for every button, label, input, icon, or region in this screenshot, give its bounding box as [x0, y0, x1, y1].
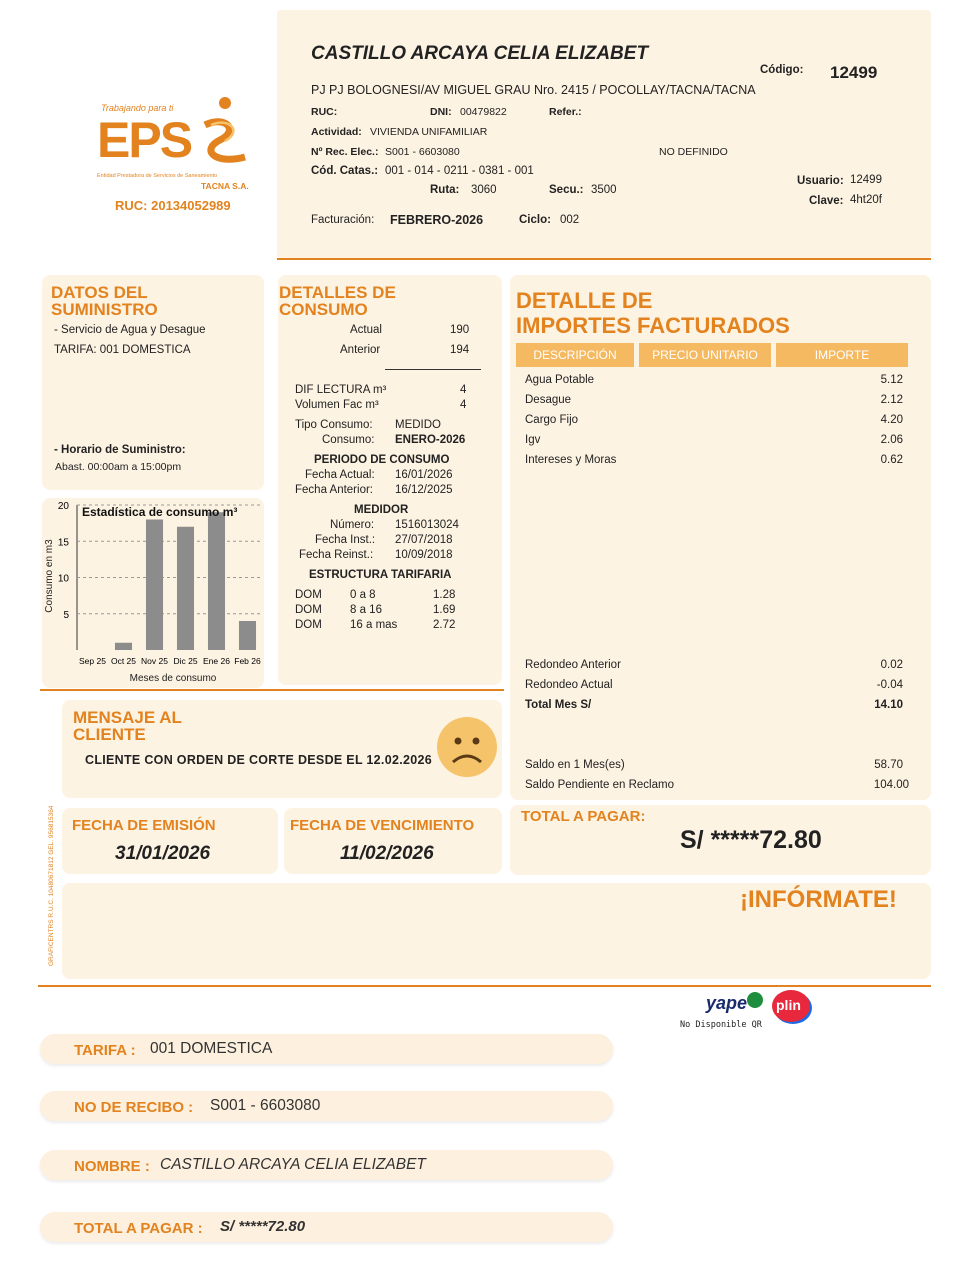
estructura-title: ESTRUCTURA TARIFARIA: [309, 569, 452, 581]
servicio-text: - Servicio de Agua y Desague: [54, 324, 206, 336]
consumo-value: ENERO-2026: [395, 434, 466, 446]
stub-nombre-value: CASTILLO ARCAYA CELIA ELIZABET: [160, 1156, 426, 1173]
tarifa-cat: DOM: [295, 604, 322, 616]
chart-y-tick-label: 15: [57, 537, 69, 549]
codigo-value: 12499: [830, 63, 878, 82]
water-drop-icon: [195, 95, 255, 175]
plin-text: plin: [776, 997, 801, 1013]
importes-title-line2: IMPORTES FACTURADOS: [516, 313, 790, 338]
chart-x-tick-label: Ene 26: [203, 656, 230, 666]
tarifa-cat: DOM: [295, 619, 322, 631]
chart-y-tick-label: 20: [57, 501, 69, 512]
consumo-label: Consumo:: [322, 434, 375, 446]
stub-nombre-label: NOMBRE :: [74, 1158, 150, 1175]
mensaje-title: [73, 709, 182, 743]
importe-amount: 2.12: [880, 394, 903, 406]
stub-recibo: [40, 1091, 613, 1121]
catas-label: Cód. Catas.:: [311, 165, 379, 177]
consumo-title: [279, 284, 396, 318]
numero-label: Número:: [330, 519, 375, 531]
stub-recibo-label: NO DE RECIBO :: [74, 1099, 194, 1116]
facturacion-label: Facturación:: [311, 214, 375, 226]
importe-amount: 0.62: [880, 454, 903, 466]
usuario-value: 12499: [850, 174, 882, 186]
importe-desc: Intereses y Moras: [525, 454, 617, 466]
vencimiento-value: 11/02/2026: [340, 843, 434, 864]
importe-desc: Agua Potable: [525, 374, 595, 386]
fecha-anterior-value: 16/12/2025: [395, 484, 453, 496]
plin-logo: [772, 990, 810, 1022]
dni-label: DNI:: [430, 106, 452, 118]
importe-amount: 5.12: [880, 374, 903, 386]
rec-elec-value: S001 - 6603080: [385, 146, 460, 158]
usuario-label: Usuario:: [797, 175, 844, 187]
refer-label: Refer.:: [549, 106, 582, 118]
tarifa-range: 16 a mas: [350, 619, 398, 631]
bottom-divider: [38, 985, 931, 987]
rec-elec-label: Nº Rec. Elec.:: [311, 146, 379, 158]
chart-bar: [177, 527, 194, 650]
informate-title: ¡INFÓRMATE!: [740, 886, 897, 913]
importe-desc: Cargo Fijo: [525, 414, 579, 426]
tarifa-price: 1.28: [433, 589, 456, 601]
no-definido: NO DEFINIDO: [659, 146, 728, 158]
importe-amount: 4.20: [880, 414, 903, 426]
horario-label: - Horario de Suministro:: [54, 444, 186, 456]
periodo-title: PERIODO DE CONSUMO: [314, 454, 450, 466]
clave-value: 4ht20f: [850, 194, 882, 206]
vol-value: 4: [460, 399, 467, 411]
total-mes-label: Total Mes S/: [525, 699, 592, 711]
chart-bar: [208, 512, 225, 650]
chart-bar: [115, 643, 132, 650]
facturacion-value: FEBRERO-2026: [390, 213, 484, 227]
saldo-label: Saldo en 1 Mes(es): [525, 759, 625, 771]
consumo-chart: [42, 498, 264, 688]
total-mes-value: 14.10: [874, 699, 903, 711]
tarifa-price: 2.72: [433, 619, 456, 631]
saldo-value: 58.70: [874, 759, 903, 771]
reclamo-label: Saldo Pendiente en Reclamo: [525, 779, 674, 791]
clave-label: Clave:: [809, 195, 844, 207]
stub-tarifa-label: TARIFA :: [74, 1042, 136, 1059]
tipo-label: Tipo Consumo:: [295, 419, 373, 431]
dni-value: 00479822: [460, 106, 507, 118]
actividad-value: VIVIENDA UNIFAMILIAR: [370, 126, 488, 138]
logo-city: TACNA S.A.: [201, 181, 249, 191]
ciclo-label: Ciclo:: [519, 214, 551, 226]
tarifa-range: 8 a 16: [350, 604, 382, 616]
ruta-value: 3060: [471, 184, 497, 196]
yape-logo: [706, 991, 762, 1017]
consumo-title-line1: DETALLES DE: [279, 283, 396, 302]
chart-y-axis-label: Consumo en m3: [44, 539, 55, 613]
suministro-title: [51, 284, 158, 318]
fecha-anterior-label: Fecha Anterior:: [295, 484, 373, 496]
importes-title-line1: DETALLE DE: [516, 288, 653, 313]
ruta-label: Ruta:: [430, 184, 460, 196]
fecha-reinst-value: 10/09/2018: [395, 549, 453, 561]
codigo-label: Código:: [760, 64, 804, 76]
emision-label: FECHA DE EMISIÓN: [72, 817, 216, 834]
dif-value: 4: [460, 384, 467, 396]
horario-value: Abast. 00:00am a 15:00pm: [55, 461, 182, 473]
anterior-label: Anterior: [340, 344, 381, 356]
dif-label: DIF LECTURA m³: [295, 384, 387, 396]
reclamo-value: 104.00: [873, 779, 909, 791]
redondeo-actual-label: Redondeo Actual: [525, 679, 613, 691]
header-importe: IMPORTE: [776, 343, 908, 367]
company-logo: [95, 95, 255, 220]
total-label: TOTAL A PAGAR:: [521, 808, 646, 825]
chart-bar: [239, 621, 256, 650]
tipo-value: MEDIDO: [395, 419, 441, 431]
actual-label: Actual: [350, 324, 382, 336]
importe-desc: Desague: [525, 394, 572, 406]
fecha-actual-label: Fecha Actual:: [305, 469, 375, 481]
chart-x-tick-label: Sep 25: [79, 656, 106, 666]
chart-x-tick-label: Nov 25: [141, 656, 168, 666]
secu-label: Secu.:: [549, 184, 584, 196]
chart-x-tick-label: Oct 25: [110, 656, 137, 666]
logo-tagline: Trabajando para ti: [101, 103, 174, 113]
fecha-inst-label: Fecha Inst.:: [315, 534, 376, 546]
chart-x-tick-label: Feb 26: [234, 656, 261, 666]
medidor-title: MEDIDOR: [354, 504, 409, 516]
tarifa-text: TARIFA: 001 DOMESTICA: [54, 344, 191, 356]
printer-side-text: GRAFICENTRS R.U.C. 10480671812 GEL. 956815364: [48, 805, 55, 966]
stub-total: [40, 1212, 613, 1242]
header-divider: [277, 258, 931, 260]
redondeo-anterior-label: Redondeo Anterior: [525, 659, 621, 671]
emision-value: 31/01/2026: [115, 843, 211, 864]
importe-amount: 2.06: [880, 434, 903, 446]
stub-total-value: S/ *****72.80: [220, 1218, 306, 1235]
chart-x-tick-label: Dic 25: [173, 656, 198, 666]
redondeo-actual-value: -0.04: [876, 679, 903, 691]
reading-divider: [385, 369, 481, 370]
logo-ruc: RUC: 20134052989: [115, 198, 231, 213]
fecha-reinst-label: Fecha Reinst.:: [299, 549, 374, 561]
customer-address: PJ PJ BOLOGNESI/AV MIGUEL GRAU Nro. 2415 / POCOLLAY/TACNA/TACNA: [311, 83, 756, 97]
logo-subtitle: Entidad Prestadora de Servicios de Saneamiento: [97, 173, 218, 179]
ciclo-value: 002: [560, 214, 580, 226]
actual-value: 190: [450, 324, 470, 336]
vol-label: Volumen Fac m³: [295, 399, 379, 411]
qr-note: No Disponible QR: [680, 1020, 762, 1030]
chart-title: Estadística de consumo m³: [82, 505, 238, 519]
actividad-label: Actividad:: [311, 126, 362, 138]
mensaje-title-line2: CLIENTE: [73, 725, 146, 744]
chart-y-tick-label: 5: [63, 609, 69, 621]
ruc-label: RUC:: [311, 106, 338, 118]
redondeo-anterior-value: 0.02: [880, 659, 903, 671]
yape-badge-icon: [746, 991, 764, 1009]
chart-x-axis-label: Meses de consumo: [129, 673, 217, 684]
sad-face-icon: [436, 716, 498, 778]
customer-name: CASTILLO ARCAYA CELIA ELIZABET: [311, 43, 649, 64]
chart-bar: [146, 520, 163, 651]
fecha-inst-value: 27/07/2018: [395, 534, 453, 546]
yape-text: yape: [706, 993, 748, 1013]
anterior-value: 194: [450, 344, 470, 356]
stub-tarifa: [40, 1034, 613, 1064]
stub-nombre: [40, 1150, 613, 1180]
suministro-title-line2: SUMINISTRO: [51, 300, 158, 319]
importe-desc: Igv: [525, 434, 541, 446]
tarifa-cat: DOM: [295, 589, 322, 601]
logo-letters: EPS: [97, 112, 192, 168]
header-descripcion: DESCRIPCIÓN: [516, 343, 634, 367]
fecha-actual-value: 16/01/2026: [395, 469, 453, 481]
suministro-title-line1: DATOS DEL: [51, 283, 148, 302]
secu-value: 3500: [591, 184, 617, 196]
header-precio-unitario: PRECIO UNITARIO: [639, 343, 771, 367]
tarifa-price: 1.69: [433, 604, 456, 616]
tarifa-range: 0 a 8: [350, 589, 376, 601]
middle-divider: [40, 689, 504, 691]
catas-value: 001 - 014 - 0211 - 0381 - 001: [385, 165, 534, 177]
stub-recibo-value: S001 - 6603080: [210, 1097, 321, 1114]
stub-total-label: TOTAL A PAGAR :: [74, 1220, 203, 1237]
importes-title: [516, 288, 790, 338]
consumo-title-line2: CONSUMO: [279, 300, 368, 319]
numero-value: 1516013024: [395, 519, 459, 531]
mensaje-title-line1: MENSAJE AL: [73, 708, 182, 727]
stub-tarifa-value: 001 DOMESTICA: [150, 1040, 273, 1057]
vencimiento-label: FECHA DE VENCIMIENTO: [290, 817, 475, 834]
total-amount: S/ *****72.80: [680, 826, 822, 854]
mensaje-text: CLIENTE CON ORDEN DE CORTE DESDE EL 12.02.2026: [85, 753, 432, 767]
chart-y-tick-label: 10: [57, 573, 69, 585]
